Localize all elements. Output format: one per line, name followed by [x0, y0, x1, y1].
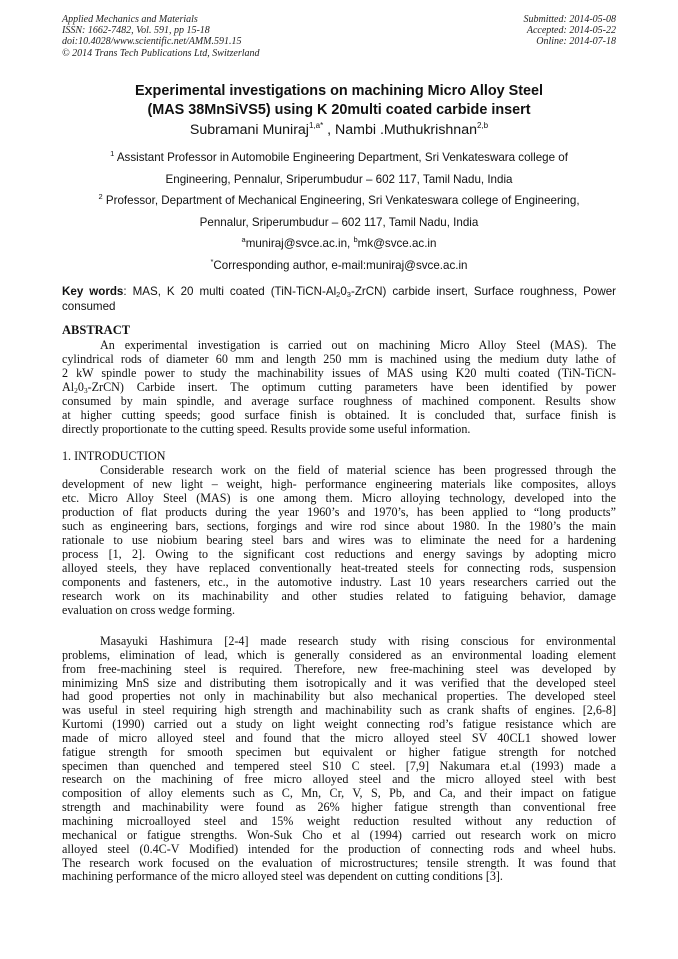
- author-emails: [62, 233, 616, 255]
- abstract-body: [62, 338, 616, 436]
- text-line: evaluation on cross wedge forming.: [62, 603, 235, 618]
- affiliation-1: [62, 147, 616, 190]
- journal-copyright: © 2014 Trans Tech Publications Ltd, Switzerland: [62, 47, 260, 59]
- text-line: research work on its machinability and other studies related to fatiguing behavior, damage: [62, 589, 616, 604]
- text-line: at higher cutting speeds; good surface finish is obtained. It is concluded that, surface finish is: [62, 408, 616, 423]
- journal-info: [62, 14, 260, 59]
- corresponding-author: [62, 255, 616, 277]
- text-line: alloyed steel (0.4C-V Modified) intended for the production of connecting rods and wheel hubs.: [62, 842, 616, 856]
- text-line: 2 kW spindle power to study the machinability issues of MAS using K20 multi coated (TiN-TiCN-: [62, 366, 616, 381]
- text-line: directly proportionate to the cutting speed. Results provide some useful information.: [62, 422, 471, 437]
- title-line-1: Experimental investigations on machining Micro Alloy Steel: [134, 83, 544, 99]
- introduction-paragraph-2: [62, 635, 616, 884]
- keywords-colon: :: [123, 285, 127, 298]
- text-line: was useful in steel requiring high strength and machinability such as crank shafts of engines. [2,6-8]: [62, 704, 616, 718]
- affiliation-2: [62, 190, 616, 233]
- text-line: rationale to use niobium bearing steel bars and wires was to eliminate the need for a hardening: [62, 533, 616, 548]
- text-line: research on the machining of free micro alloyed steel and the micro alloyed steel with best: [62, 773, 616, 787]
- online-date: Online: 2014-07-18: [536, 36, 616, 48]
- affiliation-1-line-1: Assistant Professor in Automobile Engineering Department, Sri Venkateswara college of: [116, 151, 568, 164]
- text-line: mechanical or fatigue strengths. Won-Suk Cho et al (1994) carried out research work on micro: [62, 828, 616, 842]
- text-line: machining microalloyed steel and 15% weight reduction resulted without any reduction of: [62, 814, 616, 828]
- keywords: [62, 284, 616, 314]
- text-line: process [1, 2]. Owing to the significant cost reductions and energy savings by adopting micro: [62, 547, 616, 562]
- text-line: The research work focused on the evaluation of microstructures; tensile strength. It was found that: [62, 856, 616, 870]
- corresponding-mark: *: [210, 257, 214, 266]
- keywords-text-3: -ZrCN) carbide insert, Surface roughness, Power consumed: [62, 285, 616, 313]
- affiliation-2-line-2: Pennalur, Sriperumbudur – 602 117, Tamil Nadu, India: [199, 215, 479, 229]
- affiliation-1-mark: 1: [110, 149, 115, 158]
- introduction-paragraph-1: [62, 463, 616, 618]
- text-line: from free-machining steel is required. Therefore, new free-machining steel was developed by: [62, 662, 616, 676]
- text-line: composition of alloy elements such as C, Mn, Cr, V, S, Pb, and Ca, and their impact on fatigue: [62, 787, 616, 801]
- author-1: Subramani Muniraj: [189, 122, 309, 138]
- text-line: development of new light – weight, high- performance engineering materials like composites, alloys: [62, 477, 616, 492]
- submitted-date: Submitted: 2014-05-08: [523, 14, 616, 25]
- author-separator: ,: [323, 122, 336, 138]
- text-line: had good properties not only in machinability but also mechanical properties. The developed steel: [62, 690, 616, 704]
- text-line: $Al_20_3-ZrCN$) Carbide insert. The optimum cutting parameters have been identified by power: [62, 380, 616, 395]
- text-line: Considerable research work on the field of material science has been progressed through the: [100, 463, 616, 477]
- text-line: fatigue strength for smooth specimen but equivalent or higher fatigue strength for notched: [62, 745, 616, 759]
- text-line: strength and machinability were found as 26% higher fatigue strength than conventional free: [62, 801, 616, 815]
- abstract-heading: ABSTRACT: [62, 323, 131, 337]
- keywords-text-2: 0: [340, 285, 347, 298]
- email-b-mark: b: [353, 235, 358, 244]
- email-b[interactable]: mk@svce.ac.in: [357, 237, 437, 250]
- affiliation-1-line-2: Engineering, Pennalur, Sriperumbudur – 602 117, Tamil Nadu, India: [165, 172, 513, 186]
- title-line-2: (MAS 38MnSiVS5) using K 20multi coated carbide insert: [147, 102, 531, 118]
- author-2-affil-mark: 2,b: [476, 121, 489, 130]
- text-line: Masayuki Hashimura [2-4] made research study with rising conscious for environmental: [100, 635, 616, 648]
- submission-dates: [524, 14, 617, 48]
- text-line: etc. Micro Alloy Steel (MAS) is one among them. Micro alloying technology, developed into the: [62, 491, 616, 506]
- text-line: alloyed steels, they have replaced conventionally heat-treated steels for connecting rods, suspension: [62, 561, 616, 576]
- text-line: machining performance of the micro alloyed steel was dependent on cutting conditions [3].: [62, 870, 503, 884]
- text-line: specimen than quenched and tempered steel S10 C steel. [7,9] Nakumara et.al (1993) made a: [62, 759, 616, 773]
- text-line: Kurtomi (1990) carried out a study on light weight connecting rod’s fatigue resistance which are: [62, 718, 616, 732]
- text-line: consumed by main spindle, and average surface roughness of machined component. Results show: [62, 394, 616, 409]
- corresponding-text: Corresponding author, e-mail:muniraj@svce.ac.in: [213, 259, 468, 272]
- keywords-label: Key words: [62, 285, 124, 298]
- text-line: cylindrical rods of diameter 60 mm and length 250 mm is machined using the medium duty lathe of: [62, 352, 616, 367]
- keywords-sub-2: 3: [346, 290, 351, 299]
- text-line: production of flat products during the year 1960’s and 1970’s, has been applied to “long products”: [62, 505, 616, 520]
- affiliation-2-line-1: Professor, Department of Mechanical Engineering, Sri Venkateswara college of Engineering,: [105, 194, 580, 207]
- email-separator: ,: [347, 237, 354, 250]
- text-line: An experimental investigation is carried out on machining Micro Alloy Steel (MAS). The: [100, 338, 616, 352]
- text-line: such as engineering bars, sections, forgings and wire rod since about 1980. In the 1980’s the main: [62, 519, 616, 534]
- email-a[interactable]: muniraj@svce.ac.in: [245, 237, 348, 250]
- keywords-text-1: MAS, K 20 multi coated (TiN-TiCN-Al: [126, 285, 337, 298]
- journal-doi: doi:10.4028/www.scientific.net/AMM.591.15: [62, 36, 242, 48]
- journal-issn: ISSN: 1662-7482, Vol. 591, pp 15-18: [62, 25, 210, 37]
- keywords-sub-1: 2: [336, 290, 341, 299]
- text-line: problems, elimination of lead, which is generally considered as an environmental loading element: [62, 648, 616, 662]
- author-2: Nambi .Muthukrishnan: [335, 122, 477, 138]
- paper-title: [40, 82, 638, 120]
- text-line: made of micro alloyed steel and found that the micro alloyed steel SV 40CL1 showed lower: [62, 731, 616, 745]
- email-a-mark: a: [241, 235, 246, 244]
- affiliation-2-mark: 2: [98, 192, 103, 201]
- journal-name: Applied Mechanics and Materials: [62, 14, 198, 25]
- accepted-date: Accepted: 2014-05-22: [526, 25, 616, 37]
- author-list: [40, 121, 638, 139]
- text-line: components and fasteners, etc., in the automotive industry. Last 10 years researchers carried out the: [62, 575, 616, 590]
- author-1-affil-mark: 1,a*: [308, 121, 324, 130]
- text-line: minimizing MnS size and distributing them isotropically and it was verified that the developed steel: [62, 676, 616, 690]
- introduction-heading: 1. INTRODUCTION: [62, 449, 166, 463]
